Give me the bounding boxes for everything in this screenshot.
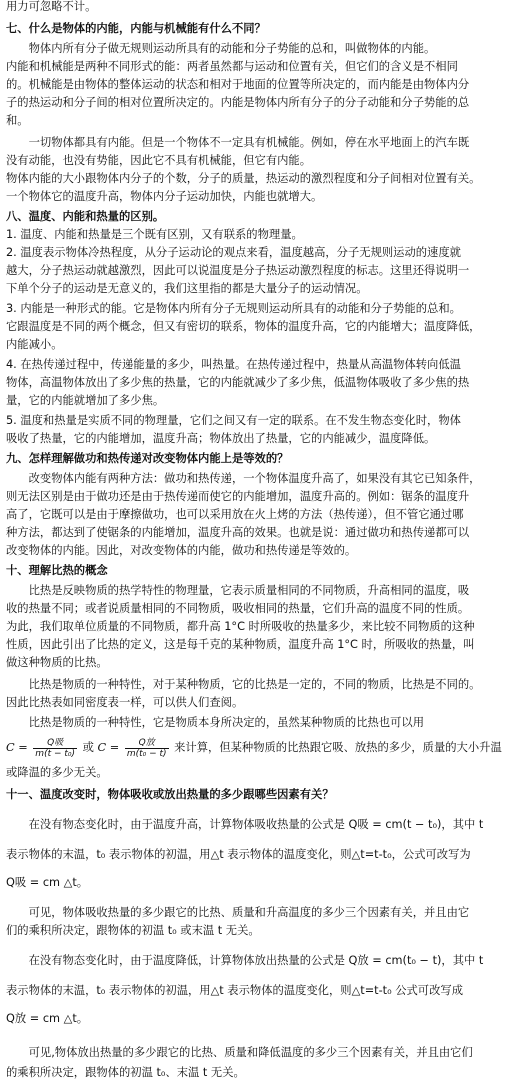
- text-line: 的乘积所决定，跟物体的初温 t₀、末温 t 无关。: [6, 1066, 245, 1079]
- text-line: 的。机械能是由物体的整体运动的状态和相对于地面的位置等所决定的，而内能是由物体内分: [6, 78, 470, 91]
- formula-c-absorb: C =: [6, 741, 28, 754]
- text-line: 高了，它既可以是由于摩擦做功，也可以采用放在火上烤的方法（热传递），但不管它通过哪: [6, 508, 464, 521]
- text-line: 1. 温度、内能和热量是三个既有区别，又有联系的物理量。: [6, 228, 303, 241]
- text-line: 一切物体都具有内能。但是一个物体不一定具有机械能。例如，停在水平地面上的汽车既: [6, 136, 470, 149]
- text-line: 改变物体内能有两种方法：做功和热传递，一个物体温度升高了，如果没有其它已知条件，: [6, 472, 481, 485]
- text-line: 因此比热表如同密度表一样，可以供人们查阅。: [6, 696, 244, 709]
- section-heading-11: 十一、温度改变时，物体吸收或放出热量的多少跟哪些因素有关？: [6, 788, 334, 801]
- text-line: 2. 温度表示物体冷热程度，从分子运动论的观点来看，温度越高，分子无规则运动的速度就: [6, 246, 461, 259]
- formula-line: Q放 = cm △t。: [6, 1012, 89, 1025]
- text-line: 为此，我们取单位质量的不同物质，都升高 1°C 时所吸收的热量多少，来比较不同物质的这种: [6, 620, 475, 633]
- text-line: 越大，分子热运动就越激烈，因此可以说温度是分子热运动激烈程度的标志。这里还得说明一: [6, 264, 470, 277]
- section-heading-8: 八、温度、内能和热量的区别。: [6, 210, 165, 223]
- text-line: 表示物体的末温，t₀ 表示物体的初温，用△t 表示物体的温度变化，则△t=t-t₀，公式可改写为: [6, 848, 471, 861]
- text-line: 用力可忽略不计。: [6, 0, 97, 13]
- text-line: 3. 内能是一种形式的能。它是物体内所有分子无规则运动所具有的动能和分子势能的总和。: [6, 302, 461, 315]
- text-line: 改变物体的内能。因此，对改变物体的内能，做功和热传递是等效的。: [6, 544, 357, 557]
- text-line: 做这种物质的比热。: [6, 656, 108, 669]
- fraction-denominator: m(t − t₀): [35, 748, 76, 759]
- section-heading-9: 九、怎样理解做功和热传递对改变物体内能上是等效的？: [6, 452, 289, 465]
- text-line: 一个物体它的温度升高，物体内分子运动加快，内能也就增大。: [6, 190, 323, 203]
- text-line: 4. 在热传递过程中，传递能量的多少，叫热量。在热传递过程中，热量从高温物体转向低温: [6, 358, 461, 371]
- text-line: 物体，高温物体放出了多少焦的热量，它的内能就减少了多少焦，低温物体吸收了多少焦的热: [6, 376, 470, 389]
- section-heading-7: 七、什么是物体的内能，内能与机械能有什么不同？: [6, 22, 266, 35]
- text-line: 种方法，都达到了使锯条的内能增加，温度升高的效果。也就是说：通过做功和热传递都可以: [6, 526, 470, 539]
- text-line: 物体内能的大小跟物体内分子的个数，分子的质量，热运动的激烈程度和分子间相对位置有关。: [6, 172, 481, 185]
- text-line: 或降温的多少无关。: [6, 766, 108, 779]
- text-line: 子的热运动和分子间的相对位置所决定的。内能是物体内所有分子的分子动能和分子势能的总: [6, 96, 470, 109]
- fraction-release: [125, 738, 169, 759]
- text-line: 比热是反映物质的热学特性的物理量，它表示质量相同的不同物质，升高相同的温度，吸: [6, 584, 470, 597]
- text-line: 量，它的内能就增加了多少焦。: [6, 394, 165, 407]
- text-line: 5. 温度和热量是实质不同的物理量，它们之间又有一定的联系。在不发生物态变化时，物体: [6, 414, 461, 427]
- formula-trailing-text: 来计算，但某种物质的比热跟它吸、放热的多少，质量的大小升温: [174, 741, 502, 754]
- section-heading-10: 十、理解比热的概念: [6, 564, 108, 577]
- text-line: 可见，物体吸收热量的多少跟它的比热、质量和升高温度的多少三个因素有关，并且由它: [6, 906, 470, 919]
- text-line: 和。: [6, 114, 29, 127]
- text-line: 没有动能，也没有势能，因此它不具有机械能，但它有内能。: [6, 154, 312, 167]
- fraction-numerator: Q吸: [33, 738, 77, 749]
- text-line: 内能减小。: [6, 338, 63, 351]
- fraction-absorb: [33, 738, 77, 759]
- fraction-numerator: Q放: [125, 738, 169, 749]
- text-line: 下单个分子的运动是无意义的，我们这里指的都是大量分子的运动情况。: [6, 282, 368, 295]
- formula-line: Q吸 = cm △t。: [6, 876, 89, 889]
- text-line: 在没有物态变化时，由于温度降低，计算物体放出热量的公式是 Q放 = cm(t₀ − t)，其中 t: [6, 954, 484, 967]
- text-line: 它跟温度是不同的两个概念，但又有密切的联系，物体的温度升高，它的内能增大；温度降低，: [6, 320, 481, 333]
- text-line: 物体内所有分子做无规则运动所具有的动能和分子势能的总和，叫做物体的内能。: [6, 42, 436, 55]
- text-line: 们的乘积所决定，跟物体的初温 t₀ 或末温 t 无关。: [6, 924, 260, 937]
- text-line: 比热是物质的一种特性，对于某种物质，它的比热是一定的，不同的物质，比热是不同的。: [6, 678, 481, 691]
- text-line: 在没有物态变化时，由于温度升高，计算物体吸收热量的公式是 Q吸 = cm(t − t₀)，其中 t: [6, 818, 484, 831]
- text-line: 收的热量不同；或者说质量相同的不同物质，吸收相同的热量，它们升高的温度不同的性质。: [6, 602, 470, 615]
- text-line: 则无法区别是由于做功还是由于热传递而使它的内能增加，温度升高的。例如：锯条的温度升: [6, 490, 470, 503]
- text-line: 内能和机械能是两种不同形式的能：两者虽然都与运动和位置有关，但它们的含义是不相同: [6, 60, 458, 73]
- formula-or: 或: [82, 741, 94, 754]
- text-line: 表示物体的末温，t₀ 表示物体的初温，用△t 表示物体的温度变化，则△t=t-t₀ 公式可改写成: [6, 984, 463, 997]
- text-line: 比热是物质的一种特性，它是物质本身所决定的，虽然某种物质的比热也可以用: [6, 716, 424, 729]
- specific-heat-formula-line: [6, 734, 514, 762]
- text-line: 可见,物体放出热量的多少跟它的比热、质量和降低温度的多少三个因素有关，并且由它们: [6, 1046, 473, 1059]
- text-line: 性质，因此引出了比热的定义，这是每千克的某种物质，温度升高 1°C 时，所吸收的热量，叫: [6, 638, 475, 651]
- formula-c-release: C =: [97, 741, 120, 754]
- text-line: 吸收了热量，它的内能增加，温度升高；物体放出了热量，它的内能减少，温度降低。: [6, 432, 436, 445]
- fraction-denominator: m(t₀ − t): [126, 748, 167, 759]
